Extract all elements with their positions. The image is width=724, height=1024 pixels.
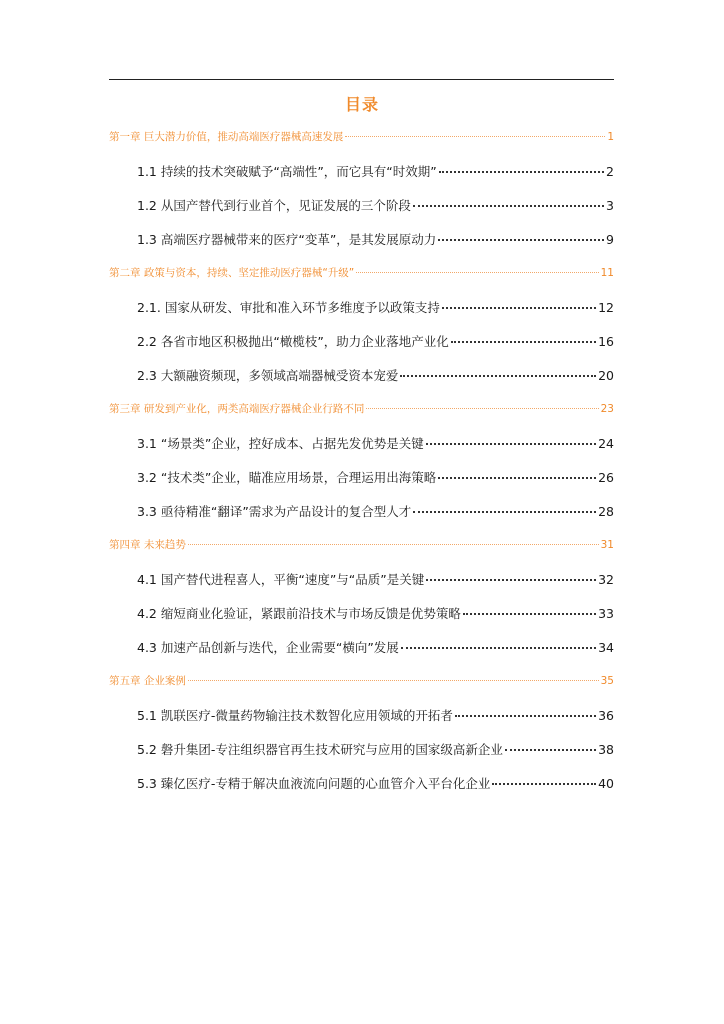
dot-leader: [438, 238, 604, 241]
toc-page-number: 24: [598, 436, 614, 451]
toc-page-number: 32: [598, 572, 614, 587]
toc-page-number: 11: [600, 267, 614, 279]
toc-title: 目录: [344, 95, 379, 114]
toc-page-number: 34: [598, 640, 614, 655]
toc-section-2-2[interactable]: [137, 332, 614, 350]
toc-chapter-1[interactable]: [109, 129, 614, 144]
dot-leader: [188, 543, 599, 545]
toc-entry-label: 第四章 未来趋势: [109, 539, 186, 551]
dot-leader: [413, 204, 604, 207]
toc-entry-label: 5.1 凯联医疗-微量药物输注技术数智化应用领域的开拓者: [137, 708, 453, 723]
toc-entry-label: 5.2 磐升集团-专注组织器官再生技术研究与应用的国家级高新企业: [137, 742, 503, 757]
toc-page-number: 16: [598, 334, 614, 349]
toc-entry-label: 1.1 持续的技术突破赋予“高端性”，而它具有“时效期”: [137, 164, 437, 179]
toc-entry-label: 第三章 研发到产业化，两类高端医疗器械企业行路不同: [109, 403, 365, 415]
toc-page-number: 40: [598, 776, 614, 791]
toc-page-number: 35: [600, 675, 614, 687]
toc-section-4-1[interactable]: [137, 570, 614, 588]
toc-section-3-2[interactable]: [137, 468, 614, 486]
toc-entry-label: 3.1 “场景类”企业，控好成本、占据先发优势是关键: [137, 436, 424, 451]
dot-leader: [492, 782, 596, 785]
dot-leader: [439, 170, 604, 173]
toc-section-5-1[interactable]: [137, 706, 614, 724]
dot-leader: [438, 476, 596, 479]
toc-chapter-5[interactable]: [109, 673, 614, 688]
toc-entry-label: 2.3 大额融资频现，多领域高端器械受资本宠爱: [137, 368, 399, 383]
dot-leader: [366, 407, 598, 409]
toc-section-1-2[interactable]: [137, 196, 614, 214]
toc-section-1-3[interactable]: [137, 230, 614, 248]
toc-page-number: 26: [598, 470, 614, 485]
dot-leader: [188, 679, 599, 681]
toc-page-number: 3: [606, 198, 614, 213]
dot-leader: [505, 748, 596, 751]
toc-page-number: 2: [606, 164, 614, 179]
toc-section-1-1[interactable]: [137, 162, 614, 180]
toc-entry-label: 5.3 臻亿医疗-专精于解决血液流向问题的心血管介入平台化企业: [137, 776, 491, 791]
toc-entry-label: 第五章 企业案例: [109, 675, 186, 687]
dot-leader: [345, 135, 605, 137]
toc-entry-label: 第一章 巨大潜力价值，推动高端医疗器械高速发展: [109, 131, 344, 143]
dot-leader: [426, 578, 596, 581]
toc-section-3-3[interactable]: [137, 502, 614, 520]
toc-entry-label: 2.1. 国家从研发、审批和准入环节多维度予以政策支持: [137, 300, 440, 315]
toc-section-3-1[interactable]: [137, 434, 614, 452]
toc-page-number: 20: [598, 368, 614, 383]
toc-chapter-3[interactable]: [109, 401, 614, 416]
dot-leader: [426, 442, 596, 445]
toc-entry-label: 2.2 各省市地区积极抛出“橄榄枝”，助力企业落地产业化: [137, 334, 449, 349]
toc-page-number: 28: [598, 504, 614, 519]
toc-entry-label: 3.2 “技术类”企业，瞄准应用场景，合理运用出海策略: [137, 470, 437, 485]
dot-leader: [401, 646, 596, 649]
toc-entry-label: 第二章 政策与资本，持续、坚定推动医疗器械“升级”: [109, 267, 355, 279]
toc-page-number: 12: [598, 300, 614, 315]
toc-page-number: 33: [598, 606, 614, 621]
toc-page-number: 31: [600, 539, 614, 551]
dot-leader: [413, 510, 596, 513]
toc-page-number: 36: [598, 708, 614, 723]
toc-section-4-3[interactable]: [137, 638, 614, 656]
toc-page-number: 38: [598, 742, 614, 757]
dot-leader: [400, 374, 596, 377]
toc-entry-label: 3.3 亟待精准“翻译”需求为产品设计的复合型人才: [137, 504, 412, 519]
toc-section-5-2[interactable]: [137, 740, 614, 758]
toc-section-4-2[interactable]: [137, 604, 614, 622]
toc-section-2-1[interactable]: [137, 298, 614, 316]
toc-page-number: 23: [600, 403, 614, 415]
toc-section-2-3[interactable]: [137, 366, 614, 384]
toc-entry-label: 4.3 加速产品创新与迭代，企业需要“横向”发展: [137, 640, 399, 655]
toc-entry-label: 4.1 国产替代进程喜人，平衡“速度”与“品质”是关键: [137, 572, 425, 587]
toc-entry-label: 4.2 缩短商业化验证，紧跟前沿技术与市场反馈是优势策略: [137, 606, 461, 621]
dot-leader: [455, 714, 596, 717]
dot-leader: [451, 340, 596, 343]
toc-page-number: 1: [607, 131, 614, 143]
dot-leader: [463, 612, 596, 615]
toc-page-number: 9: [606, 232, 614, 247]
dot-leader: [442, 306, 596, 309]
toc-section-5-3[interactable]: [137, 774, 614, 792]
dot-leader: [356, 271, 598, 273]
toc-entry-label: 1.2 从国产替代到行业首个，见证发展的三个阶段: [137, 198, 411, 213]
toc-entry-label: 1.3 高端医疗器械带来的医疗“变革”，是其发展原动力: [137, 232, 437, 247]
toc-chapter-4[interactable]: [109, 537, 614, 552]
toc-chapter-2[interactable]: [109, 265, 614, 280]
